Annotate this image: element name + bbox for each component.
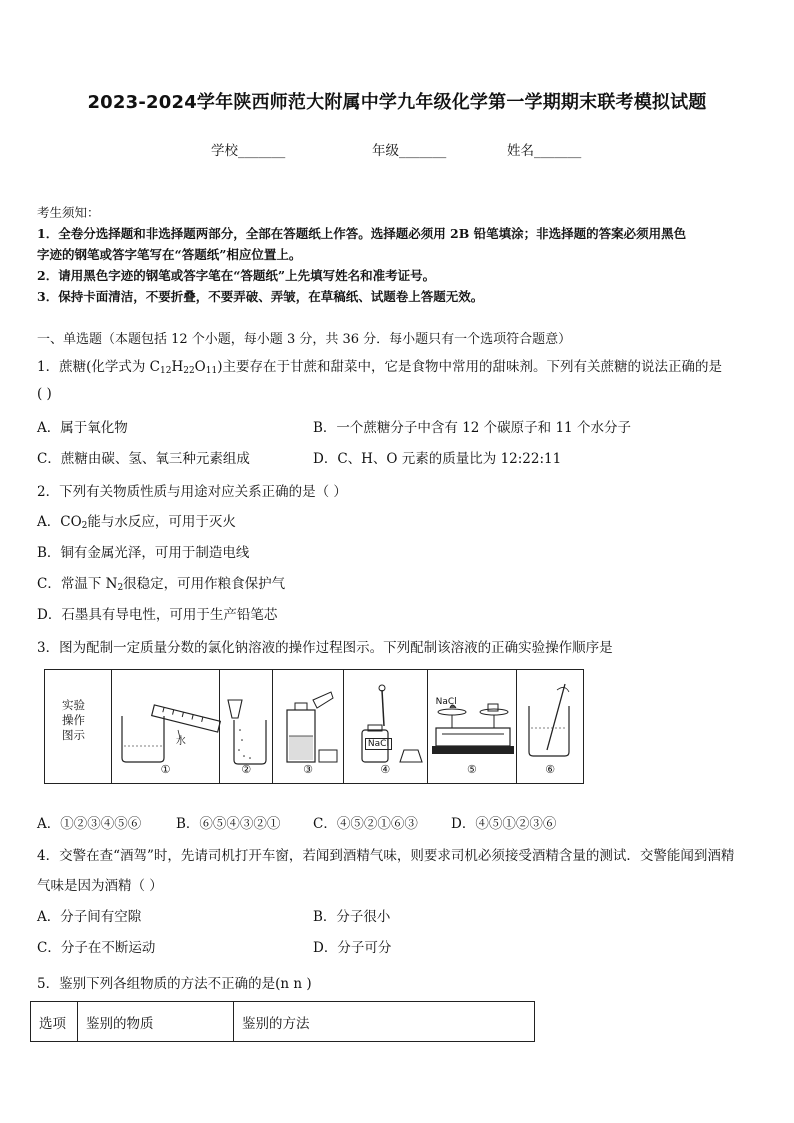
nacl-bottle-label: NaCl xyxy=(365,738,392,750)
q4-option-b[interactable]: B．分子很小 xyxy=(313,909,391,925)
step-4-cell xyxy=(344,670,428,783)
step-4-label: ④ xyxy=(380,763,391,776)
school-blank: _______ xyxy=(238,143,286,159)
step-5-cell xyxy=(428,670,518,783)
notice-item-2: 2．请用黑色字迹的钢笔或答字笔在“答题纸”上先填写姓名和准考证号。 xyxy=(37,268,436,283)
step-6-label: ⑥ xyxy=(545,763,556,776)
step-2-cell xyxy=(220,670,273,783)
name-label: 姓名 xyxy=(507,143,534,159)
nacl-pan-label: NaCl xyxy=(435,697,457,707)
step-2-label: ② xyxy=(241,763,252,776)
table-header-cell: 鉴别的物质 xyxy=(78,1002,234,1042)
q4-stem-line-1: 4．交警在查“酒驾”时，先请司机打开车窗，若闻到酒精气味，则要求司机必须接受酒精含量的测试．交警能闻到酒精 xyxy=(37,848,735,864)
q4-option-d[interactable]: D．分子可分 xyxy=(313,940,392,956)
grade-blank: _______ xyxy=(399,143,447,159)
step-3-label: ③ xyxy=(303,763,313,776)
q1-option-d[interactable]: D．C、H、O 元素的质量比为 12:22:11 xyxy=(313,451,562,467)
name-blank: _______ xyxy=(534,143,582,159)
table-header-cell: 鉴别的方法 xyxy=(234,1002,535,1042)
step-1-label: ① xyxy=(160,763,171,776)
grade-field xyxy=(372,139,446,159)
q2-option-b[interactable]: B．铜有金属光泽，可用于制造电线 xyxy=(37,545,250,561)
q2-option-d[interactable]: D．石墨具有导电性，可用于生产铅笔芯 xyxy=(37,607,278,623)
q1-option-c[interactable]: C．蔗糖由碳、氢、氧三种元素组成 xyxy=(37,451,250,467)
table-header-cell: 选项 xyxy=(31,1002,78,1042)
q2-stem: 2．下列有关物质性质与用途对应关系正确的是（ ） xyxy=(37,484,347,500)
q1-option-a[interactable]: A．属于氧化物 xyxy=(37,420,128,436)
notice-item-1b: 字迹的钢笔或答字笔写在“答题纸”相应位置上。 xyxy=(37,247,302,262)
figure-header-cell: 实验 操作 图示 xyxy=(45,670,112,783)
q3-stem: 3．图为配制一定质量分数的氯化钠溶液的操作过程图示。下列配制该溶液的正确实验操作顺序是 xyxy=(37,640,613,656)
q2-option-c[interactable]: C．常温下 $N_2$很稳定，可用作粮食保护气 xyxy=(37,576,286,593)
q4-option-c[interactable]: C．分子在不断运动 xyxy=(37,940,156,956)
notice-heading: 考生须知： xyxy=(37,205,100,220)
q3-option-b[interactable]: B．⑥⑤④③②① xyxy=(176,816,281,832)
identification-table xyxy=(30,1001,535,1042)
notice-item-3: 3．保持卡面清洁，不要折叠，不要弄破、弄皱，在草稿纸、试题卷上答题无效。 xyxy=(37,289,484,304)
q1-paren: ( ) xyxy=(37,386,52,402)
section-heading: 一、单选题（本题包括 12 个小题，每小题 3 分，共 36 分．每小题只有一个选项符合题意） xyxy=(37,332,572,347)
school-field xyxy=(211,139,285,159)
step-6-cell xyxy=(517,670,583,783)
grade-label: 年级 xyxy=(372,143,399,159)
q3-option-c[interactable]: C．④⑤②①⑥③ xyxy=(313,816,418,832)
name-field xyxy=(507,139,581,159)
step-1-cell xyxy=(112,670,221,783)
notice-item-1a: 1．全卷分选择题和非选择题两部分，全部在答题纸上作答。选择题必须用 2B 铅笔填涂；非选择题的答案必须用黑色 xyxy=(37,226,687,241)
school-label: 学校 xyxy=(211,143,238,159)
q2-option-a[interactable]: A．$CO_2$能与水反应，可用于灭火 xyxy=(37,514,236,531)
water-label: 水 xyxy=(175,736,186,747)
exam-title: 2023-2024学年陕西师范大附属中学九年级化学第一学期期末联考模拟试题 xyxy=(87,92,707,113)
step-5-label: ⑤ xyxy=(466,763,477,776)
experiment-figure xyxy=(44,669,584,784)
q4-option-a[interactable]: A．分子间有空隙 xyxy=(37,909,142,925)
q3-option-a[interactable]: A．①②③④⑤⑥ xyxy=(37,816,142,832)
q1-option-b[interactable]: B．一个蔗糖分子中含有 12 个碳原子和 11 个水分子 xyxy=(313,420,631,436)
q3-option-d[interactable]: D．④⑤①②③⑥ xyxy=(451,816,557,832)
q4-stem-line-2: 气味是因为酒精（ ） xyxy=(37,878,163,894)
table-header-row xyxy=(31,1002,535,1042)
q1-stem: 1．蔗糖(化学式为 $C_{12}H_{22}O_{11}$)主要存在于甘蔗和甜菜中，它是食物中常用的甜味剂。下列有关蔗糖的说法正确的是 xyxy=(37,359,722,376)
q5-stem: 5．鉴别下列各组物质的方法不正确的是(n n ) xyxy=(37,976,312,992)
step-3-cell xyxy=(273,670,344,783)
